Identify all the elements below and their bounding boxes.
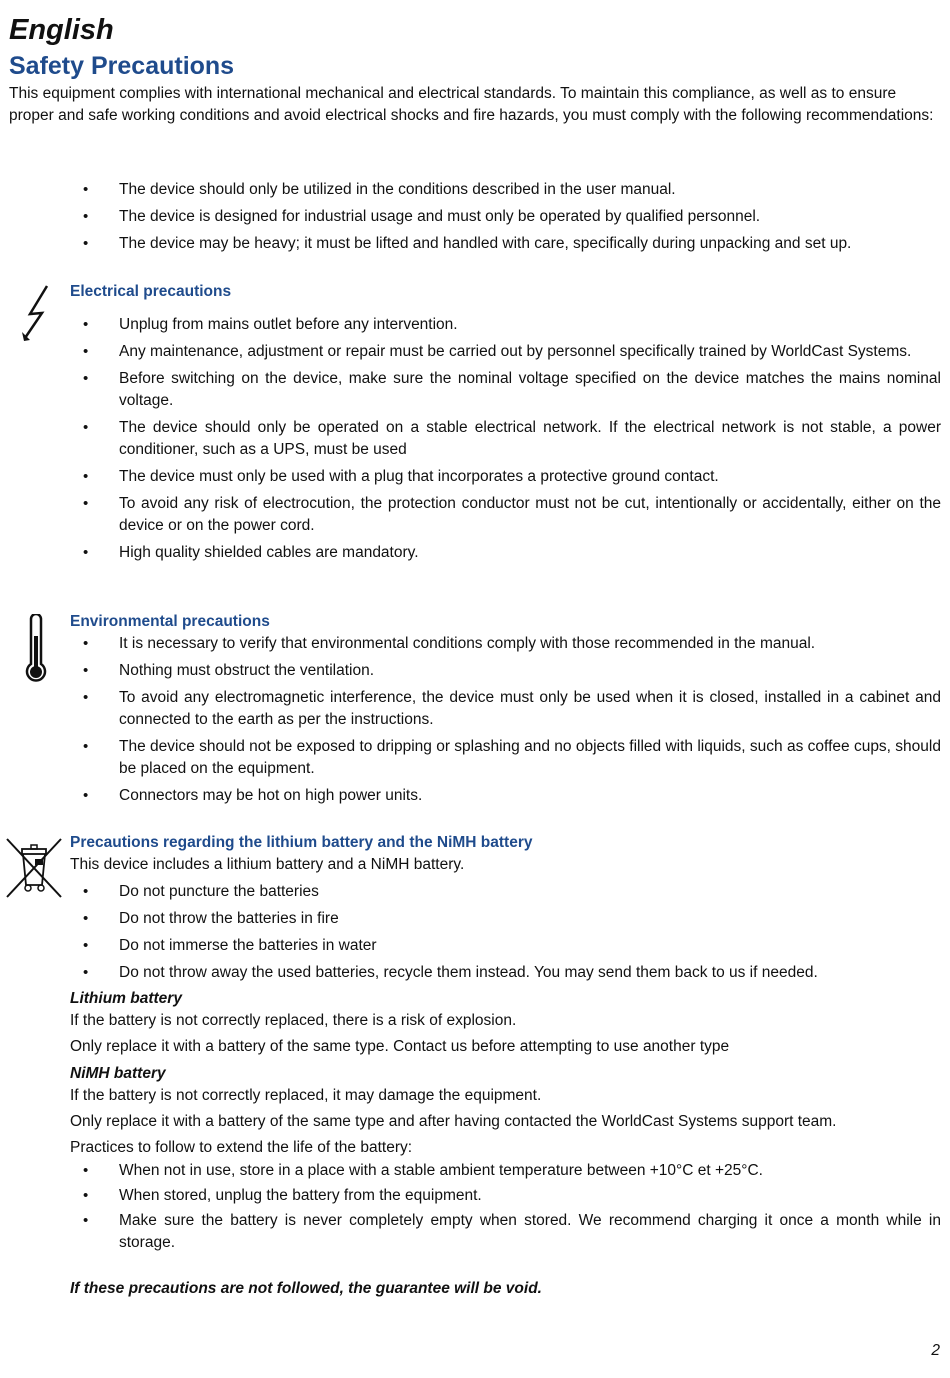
nimh-line: Practices to follow to extend the life of the battery: [70, 1139, 413, 1156]
list-item: • To avoid any electromagnetic interference, the device must only be used when it is closed, installed in a cabinet and connected to the earth as per the instructions. [70, 687, 941, 731]
list-item: • The device should not be exposed to dripping or splashing and no objects filled with liquids, such as coffee cups, should be placed on the equipment. [70, 736, 941, 780]
list-item: • When stored, unplug the battery from the equipment. [70, 1185, 941, 1207]
list-item: • When not in use, store in a place with a stable ambient temperature between +10°C et +25°C. [70, 1160, 941, 1182]
list-item: • The device must only be used with a plug that incorporates a protective ground contact. [70, 466, 941, 488]
list-item: • The device should only be utilized in the conditions described in the user manual. [70, 179, 941, 201]
list-item: • Nothing must obstruct the ventilation. [70, 660, 941, 682]
page-title: Safety Precautions [9, 52, 235, 80]
list-item: • Connectors may be hot on high power units. [70, 785, 941, 807]
lightning-icon [20, 284, 54, 349]
nimh-line: Only replace it with a battery of the same type and after having contacted the WorldCast Systems support team. [70, 1113, 837, 1130]
list-item: • Do not immerse the batteries in water [70, 935, 941, 957]
general-list [70, 179, 941, 255]
lithium-heading: Lithium battery [70, 990, 182, 1007]
intro-paragraph: This equipment complies with international mechanical and electrical standards. To maintain this compliance, as well as to ensure proper and safe working conditions and avoid electrical shocks and fire hazards, you must comply with the following recommendations: [9, 85, 934, 124]
environmental-heading: Environmental precautions [70, 613, 270, 630]
thermometer-icon [24, 614, 48, 691]
electrical-heading: Electrical precautions [70, 283, 232, 300]
nimh-list [70, 1160, 941, 1254]
battery-list [70, 881, 941, 984]
language-heading: English [9, 14, 114, 46]
list-item: • Do not puncture the batteries [70, 881, 941, 903]
list-item: • Do not throw away the used batteries, recycle them instead. You may send them back to us if needed. [70, 962, 941, 984]
nimh-heading: NiMH battery [70, 1065, 166, 1082]
list-item: • Do not throw the batteries in fire [70, 908, 941, 930]
electrical-list [70, 314, 941, 564]
list-item: • Make sure the battery is never completely empty when stored. We recommend charging it once a month while in storage. [70, 1210, 941, 1254]
battery-heading: Precautions regarding the lithium battery and the NiMH battery [70, 834, 533, 851]
lithium-line: If the battery is not correctly replaced, there is a risk of explosion. [70, 1012, 517, 1029]
list-item: • Unplug from mains outlet before any intervention. [70, 314, 941, 336]
crossed-bin-icon [5, 837, 63, 906]
list-item: • It is necessary to verify that environmental conditions comply with those recommended in the manual. [70, 633, 941, 655]
battery-intro: This device includes a lithium battery and a NiMH battery. [70, 856, 465, 873]
page-number: 2 [931, 1342, 940, 1359]
list-item: • Before switching on the device, make sure the nominal voltage specified on the device matches the mains nominal voltage. [70, 368, 941, 412]
list-item: • Any maintenance, adjustment or repair must be carried out by personnel specifically trained by WorldCast Systems. [70, 341, 941, 363]
list-item: • The device should only be operated on a stable electrical network. If the electrical network is not stable, a power conditioner, such as a UPS, must be used [70, 417, 941, 461]
lithium-line: Only replace it with a battery of the same type. Contact us before attempting to use another type [70, 1038, 730, 1055]
guarantee-warning: If these precautions are not followed, the guarantee will be void. [70, 1280, 542, 1297]
environmental-list [70, 633, 941, 807]
list-item: • The device is designed for industrial usage and must only be operated by qualified personnel. [70, 206, 941, 228]
list-item: • The device may be heavy; it must be lifted and handled with care, specifically during unpacking and set up. [70, 233, 941, 255]
nimh-line: If the battery is not correctly replaced, it may damage the equipment. [70, 1087, 542, 1104]
list-item: • High quality shielded cables are mandatory. [70, 542, 941, 564]
list-item: • To avoid any risk of electrocution, the protection conductor must not be cut, intentionally or accidentally, either on the device or on the power cord. [70, 493, 941, 537]
